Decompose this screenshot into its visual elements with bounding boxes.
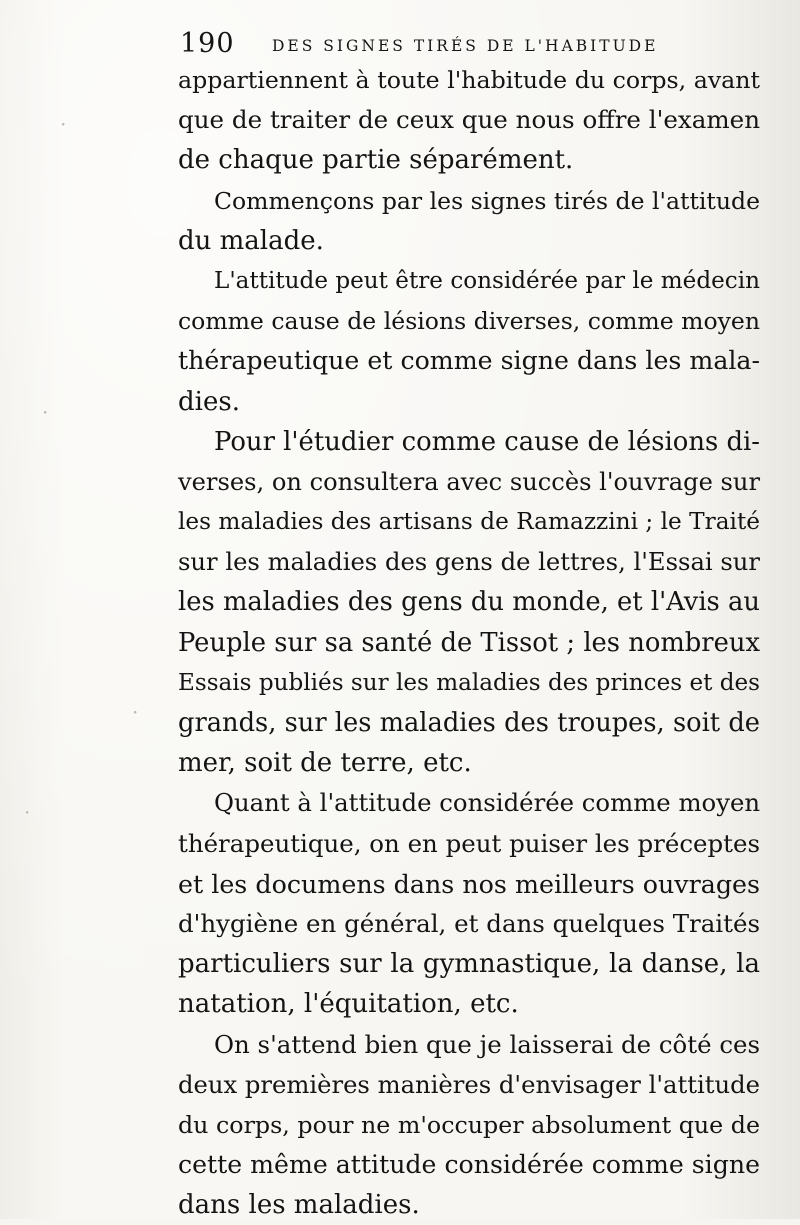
text-line: L'attitude peut être considérée par le médecin (214, 267, 760, 294)
text-line: les maladies des gens du monde, et l'Avis au (178, 587, 760, 618)
text-line: Quant à l'attitude considérée comme moyen (214, 788, 761, 818)
text-line: verses, on consultera avec succès l'ouvrage sur (178, 467, 760, 496)
margin-speck: · (60, 112, 67, 136)
text-line: dans les maladies. (178, 1190, 420, 1221)
text-line: Essais publiés sur les maladies des princes et des (178, 669, 760, 696)
margin-speck: · (42, 400, 49, 424)
text-line: sur les maladies des gens de lettres, l'Essai sur (178, 547, 760, 577)
text-line: et les documens dans nos meilleurs ouvrages (178, 868, 761, 899)
page-number: 190 (180, 28, 235, 59)
text-line: du malade. (178, 225, 324, 256)
text-line: particuliers sur la gymnastique, la danse, la (178, 949, 760, 980)
text-line: On s'attend bien que je laisserai de côté ces (214, 1029, 760, 1059)
text-line: comme cause de lésions diverses, comme moyen (178, 307, 760, 336)
text-line: Peuple sur sa santé de Tissot ; les nombreux (178, 627, 760, 658)
text-line: natation, l'équitation, etc. (178, 989, 519, 1020)
text-line: Commençons par les signes tirés de l'attitude (214, 186, 760, 215)
running-title: DES SIGNES TIRÉS DE L'HABITUDE (272, 37, 659, 55)
text-line: que de traiter de ceux que nous offre l'examen (178, 105, 760, 135)
margin-speck: · (132, 700, 139, 724)
text-line: cette même attitude considérée comme signe (178, 1150, 760, 1180)
body-text (178, 60, 760, 1225)
text-line: appartiennent à toute l'habitude du corps, avant (178, 66, 760, 94)
text-line: grands, sur les maladies des troupes, soit de (178, 708, 760, 738)
text-line: dies. (178, 386, 240, 417)
margin-speck: · (24, 800, 31, 824)
text-line: thérapeutique, on en peut puiser les préceptes (178, 828, 760, 858)
text-line: deux premières manières d'envisager l'attitude (178, 1069, 760, 1099)
text-line: mer, soit de terre, etc. (178, 748, 472, 779)
text-line: du corps, pour ne m'occuper absolument que de (178, 1110, 760, 1139)
text-line: d'hygiène en général, et dans quelques Traités (178, 908, 760, 938)
text-line: les maladies des artisans de Ramazzini ; le Traité (178, 508, 760, 536)
text-line: thérapeutique et comme signe dans les mala- (178, 346, 760, 376)
text-line: Pour l'étudier comme cause de lésions di- (214, 426, 761, 457)
text-line: de chaque partie séparément. (178, 145, 574, 176)
